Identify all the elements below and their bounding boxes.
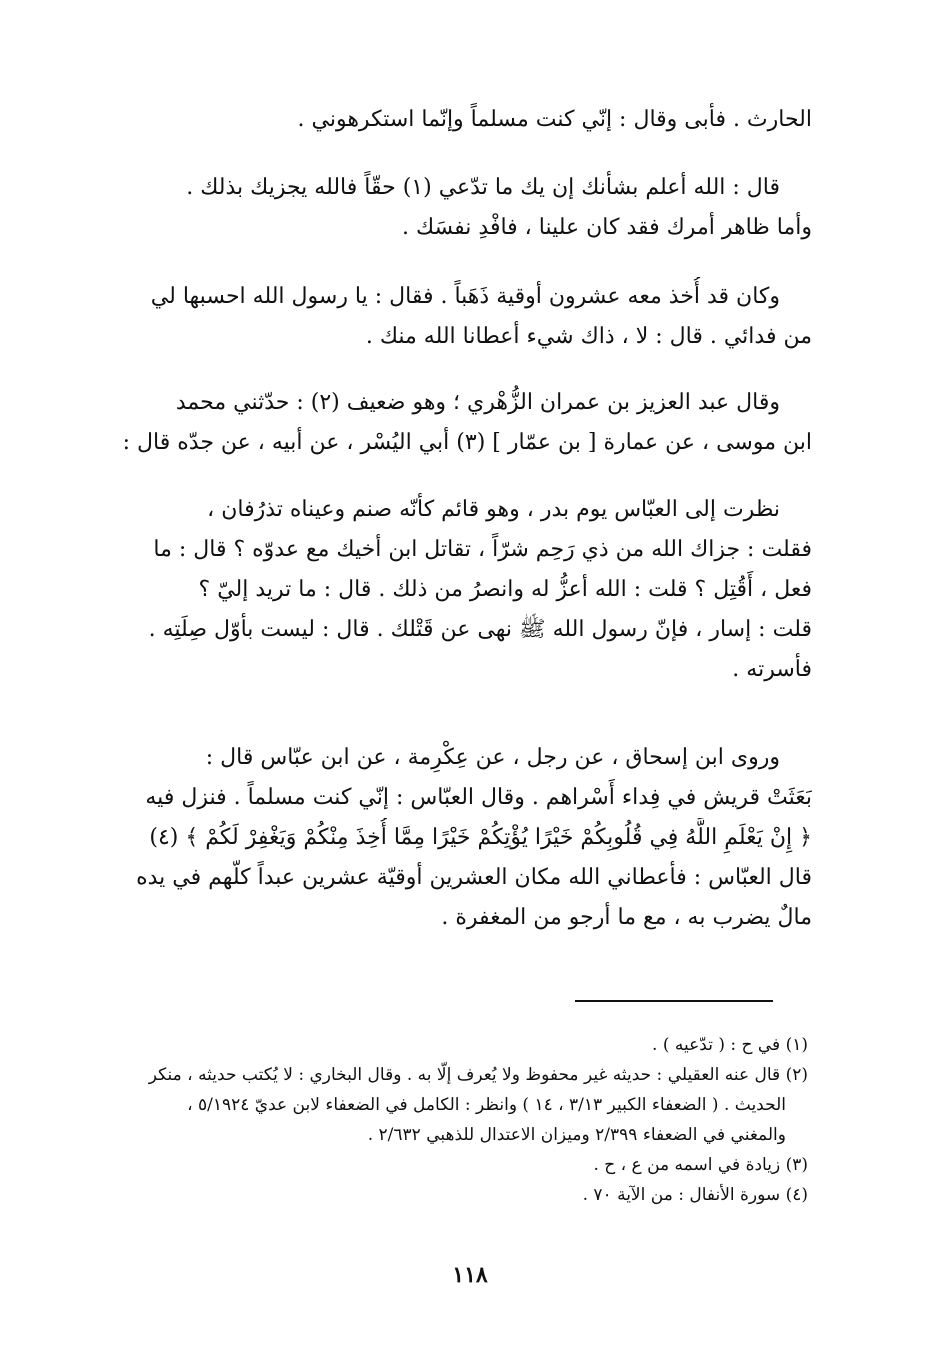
quran-verse-line: ﴿ إِنْ يَعْلَمِ اللَّهُ فِي قُلُوبِكُمْ خَيْرًا يُؤْتِكُمْ خَيْرًا مِمَّا أُخِذَ مِنْكُمْ وَيَغْفِرْ لَكُمْ ﴾ (٤): [149, 825, 812, 850]
footnotes: [108, 1030, 808, 1210]
footnote-line: (٣) زيادة في اسمه من ع ، ح .: [593, 1155, 808, 1175]
paragraph: [108, 383, 812, 463]
text-line: وقال عبد العزيز بن عمران الزُّهْري ؛ وهو ضعيف (٢) : حدّثني محمد: [175, 390, 780, 415]
text-line: فعل ، أَقُتِل ؟ قلت : الله أعزُّ له وانصرُ من ذلك . قال : ما تريد إليّ ؟: [198, 577, 812, 602]
text-line: ابن موسى ، عن عمارة [ بن عمّار ] (٣) أبي اليُسْر ، عن أبيه ، عن جدّه قال :: [122, 430, 812, 455]
text-line: بَعَثَتْ قريش في فِداء أَسْراهم . وقال العبّاس : إنّي كنت مسلماً . فنزل فيه: [145, 785, 812, 810]
text-line: فقلت : جزاك الله من ذي رَحِم شرّاً ، تقاتل ابن أخيك مع عدوّه ؟ قال : ما: [153, 537, 812, 562]
text-line: وأما ظاهر أمرك فقد كان علينا ، فافْدِ نفسَك .: [402, 215, 812, 240]
footnote-line: (٤) سورة الأنفال : من الآية ٧٠ .: [582, 1185, 808, 1205]
text-line: مالٌ يضرب به ، مع ما أرجو من المغفرة .: [441, 905, 812, 930]
footnote-line: الحديث . ( الضعفاء الكبير ٣/١٣ ، ١٤ ) وانظر : الكامل في الضعفاء لابن عديّ ٥/١٩٢٤ ،: [187, 1095, 786, 1115]
text-line: نظرت إلى العبّاس يوم بدر ، وهو قائم كأنّه صنم وعيناه تذرُفان ،: [207, 497, 780, 522]
footnote-line: (٢) قال عنه العقيلي : حديثه غير محفوظ ولا يُعرف إلّا به . وقال البخاري : لا يُكتب حديثه ، منكر: [148, 1065, 808, 1085]
paragraph: [108, 100, 812, 140]
paragraph: [108, 490, 812, 690]
paragraph: [108, 738, 812, 938]
paragraph: [108, 277, 812, 357]
text-line: وكان قد أُخذ معه عشرون أوقية ذَهَباً . فقال : يا رسول الله احسبها لي: [150, 284, 780, 309]
page-number: ١١٨: [452, 1262, 488, 1288]
text-line: قال : الله أعلم بشأنك إن يك ما تدّعي (١) حقّاً فالله يجزيك بذلك .: [186, 175, 780, 200]
text-line: قلت : إسار ، فإنّ رسول الله ﷺ نهى عن قَتْلك . قال : ليست بأوّل صِلَتِه .: [148, 617, 812, 642]
text-line: قال العبّاس : فأعطاني الله مكان العشرين أوقيّة عشرين عبداً كلّهم في يده: [136, 865, 812, 890]
footnote-line: (١) في ح : ( تدّعيه ) .: [652, 1035, 808, 1055]
text-line: وروى ابن إسحاق ، عن رجل ، عن عِكْرِمة ، عن ابن عبّاس قال :: [205, 745, 780, 770]
footnote-line: والمغني في الضعفاء ٢/٣٩٩ وميزان الاعتدال للذهبي ٢/٦٣٢ .: [367, 1125, 786, 1145]
text-line: فأسرته .: [732, 657, 812, 682]
paragraph: [108, 168, 812, 248]
footnote-separator: [575, 1000, 773, 1002]
text-line: الحارث . فأبى وقال : إنّي كنت مسلماً وإنّما استكرهوني .: [297, 107, 812, 132]
text-line: من فدائي . قال : لا ، ذاك شيء أعطانا الله منك .: [365, 324, 812, 349]
